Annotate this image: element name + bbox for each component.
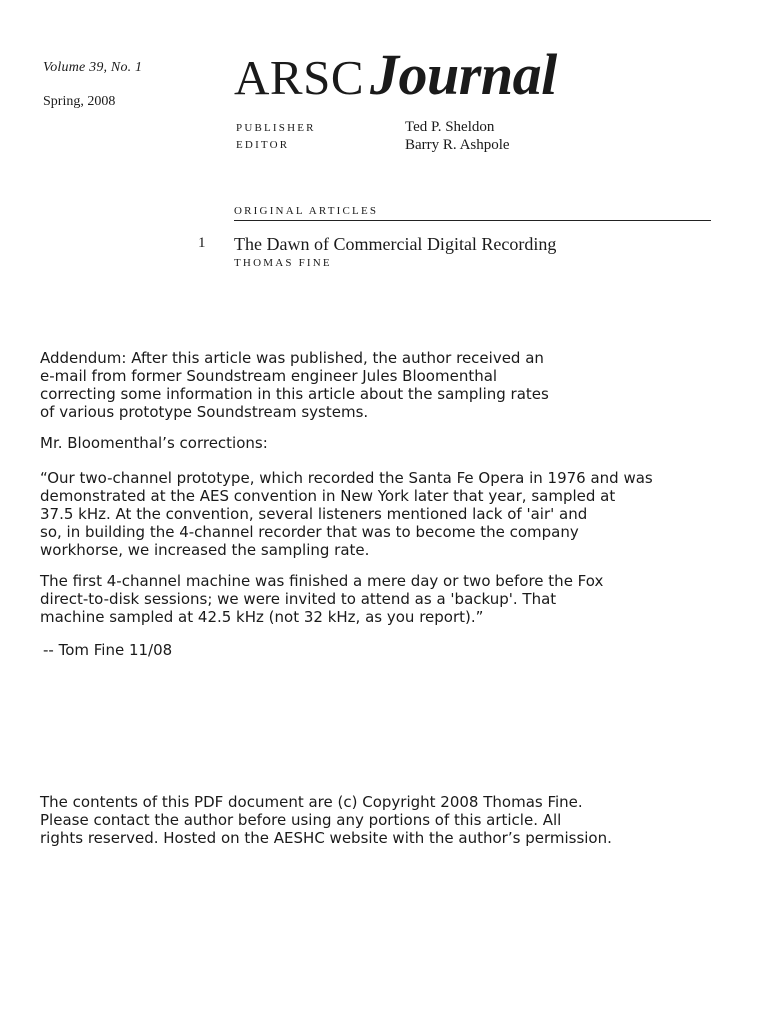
quote-paragraph-2: The first 4-channel machine was finished a mere day or two before the Fox direct-to-disk sessions; we were invited to attend as a 'backup'. That machine sampled at 42.5 kHz (not 32 kHz, as you report).” — [40, 572, 604, 626]
article-author: THOMAS FINE — [234, 257, 332, 269]
addendum-paragraph: Addendum: After this article was published, the author received an e-mail from former Soundstream engineer Jules Bloomenthal correcting some information in this article about the sampling rates of various prototype Soundstream systems. — [40, 349, 549, 421]
signature: -- Tom Fine 11/08 — [43, 641, 173, 659]
editor-label: EDITOR — [236, 139, 290, 151]
publisher-label: PUBLISHER — [236, 122, 316, 134]
section-heading: ORIGINAL ARTICLES — [234, 205, 379, 217]
journal-masthead — [234, 42, 557, 107]
copyright-notice: The contents of this PDF document are (c) Copyright 2008 Thomas Fine. Please contact the author before using any portions of this article. All rights reserved. Hosted on the AESHC website with the author’s permission. — [40, 793, 612, 847]
publisher-name: Ted P. Sheldon — [405, 119, 495, 135]
article-title: The Dawn of Commercial Digital Recording — [234, 234, 557, 254]
masthead-journal: Journal — [370, 42, 557, 107]
volume-number: Volume 39, No. 1 — [43, 60, 143, 75]
quote-paragraph-1: “Our two-channel prototype, which recorded the Santa Fe Opera in 1976 and was demonstrated at the AES convention in New York later that year, sampled at 37.5 kHz. At the convention, several listeners mentioned lack of 'air' and so, in building the 4-channel recorder that was to become the company workhorse, we increased the sampling rate. — [40, 469, 653, 559]
masthead-arsc: ARSC — [234, 50, 365, 105]
section-divider — [234, 220, 711, 221]
editor-name: Barry R. Ashpole — [405, 137, 510, 153]
issue-date: Spring, 2008 — [43, 94, 116, 109]
article-page-number: 1 — [198, 235, 206, 251]
corrections-heading: Mr. Bloomenthal’s corrections: — [40, 434, 268, 452]
